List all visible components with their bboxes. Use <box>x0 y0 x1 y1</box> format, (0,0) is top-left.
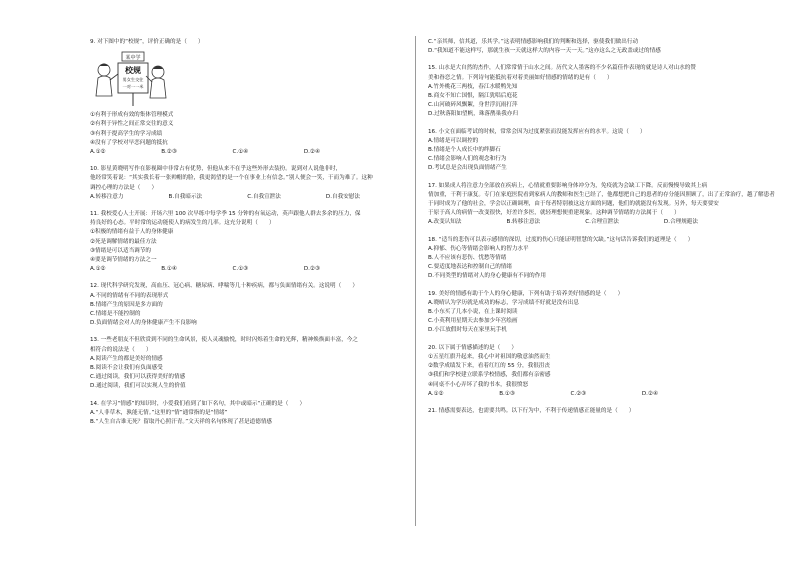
option-c[interactable]: C.小英利用星期天去参加少年宫绘画 <box>428 318 518 325</box>
choice-c[interactable]: C.合理宣泄法 <box>585 219 619 226</box>
answer-choices <box>90 265 320 274</box>
question-stem-line-3: 调控心理的方法是（ ） <box>90 184 158 191</box>
option-c[interactable]: C.情绪会影响人们的观念和行为 <box>428 156 507 163</box>
choice-b[interactable]: B.①③ <box>499 390 515 397</box>
option-b[interactable]: B.情绪产生的原因是多方面的 <box>90 301 163 308</box>
option-d[interactable]: D.过秋落阳如望帆，珠落鹊巢我亦归 <box>428 111 518 118</box>
option-2: ②死是调解情绪的最佳方法 <box>90 238 157 245</box>
question-18 <box>428 236 728 282</box>
option-a[interactable]: A.情绪是可以调控的 <box>428 137 479 144</box>
question-stem: 14. 在学习“情感”的知识时，小爱我们看到了如下名句，其中或暗示“正确的是（ ） <box>90 400 306 407</box>
question-stem-line-2: 美和眷恋之情。下列诗句能抵抗着对着美丽如好情感的情绪的是有（ ） <box>428 74 613 81</box>
option-4: ④同桌不小心弄坏了我的书本，我很愤怒 <box>428 381 529 388</box>
question-stem: 20. 以下属于情感描述的是（ ） <box>428 344 517 351</box>
option-b[interactable]: B.人不应该有悲伤、忧愁等情绪 <box>428 255 507 262</box>
answer-choices <box>90 148 320 157</box>
choice-a[interactable]: A.转移注意力 <box>90 193 124 200</box>
answer-choices <box>428 390 658 399</box>
option-d[interactable]: D.不同类型的情绪对人的身心健康有不同的作用 <box>428 273 546 280</box>
question-stem-line-1: 17. 如果成人将注意力全部放在疾病上，心情就重要影响身体冲分为，免疫就为会缺工下降。反而慢慢导致其上病 <box>428 182 708 189</box>
question-stem-line-2: 持良好的心态。平时常的运动能使人的病发生的几率。这充分说明（ ） <box>90 220 275 227</box>
option-d[interactable]: D.负面情绪会对人的身体健康产生不良影响 <box>90 320 197 327</box>
left-column <box>90 38 405 435</box>
sign-title: 校规 <box>125 66 141 76</box>
choice-d[interactable]: D.②④ <box>641 390 658 397</box>
option-1: ①积极的情绪有益于人的身体健康 <box>90 229 174 236</box>
option-a[interactable]: A.“人非草木，孰能无情。”这里的“情”通常指的是“情绪” <box>90 409 228 416</box>
choice-b[interactable]: B.自我暗示法 <box>168 193 203 200</box>
choice-a[interactable]: A.①② <box>90 149 106 156</box>
option-b[interactable]: B.“人生自古谁无死？留取丹心照汗青。”文天祥的名句体现了甚是道德情感 <box>90 419 273 426</box>
choice-d[interactable]: D.合理规避法 <box>663 219 698 226</box>
option-a[interactable]: A.竹外桃花三两枝，春江水暖鸭先知 <box>428 83 518 90</box>
option-b[interactable]: B.小东买了几本小说，在上课时阅读 <box>428 309 518 316</box>
choice-a[interactable]: A.改变认知法 <box>428 219 462 226</box>
option-c[interactable]: C.通过阅读，我们可以获得美好的情感 <box>90 374 186 381</box>
option-c[interactable]: C.情绪是不能控制的 <box>90 311 141 318</box>
choice-b[interactable]: B.①④ <box>161 266 177 273</box>
option-a[interactable]: A.晓晴认为学历就是成功的标志，学习成绩不好就是没有出息 <box>428 299 579 306</box>
option-a[interactable]: A.不同的情绪有不同的表现形式 <box>90 292 169 299</box>
question-16 <box>428 128 728 174</box>
question-stem-line-1: 13. 一些老朋友不但欣赏到不同的生命风景，使人灵魂愉悦，时时闪烁着生命的光辉，精神焕焕面丰富，今之 <box>90 337 358 344</box>
question-13 <box>90 336 405 391</box>
question-stem-line-1: 10. 影星黄晓明写作在影视圈中非常占有优势，但他从来不在乎这些外形去装扮。说到对人说他非时， <box>90 166 342 173</box>
option-d[interactable]: D.“我知道不能这样写，那就生孩一天就这样大的内容一天一天。”这亦这么之无政盖或过的情感 <box>428 48 661 55</box>
option-d[interactable]: D.通过阅读，我们可以实现人生的价值 <box>90 383 186 390</box>
question-stem-line-1: 15. 山水是大自然的杰作，人们常常情于山水之间。历代文人墨客的不少名篇佳作表现的就是诗人对山水的赞 <box>428 65 696 72</box>
question-19 <box>428 290 728 336</box>
choice-b[interactable]: B.②③ <box>161 149 177 156</box>
option-1: ①五星红旗升起来，我心中对祖国的敬意油然而生 <box>428 353 551 360</box>
option-3: ③情绪是可以适当调节的 <box>90 247 151 254</box>
question-12 <box>90 282 405 328</box>
choice-d[interactable]: D.②④ <box>303 149 320 156</box>
option-a[interactable]: A.抑郁、伤心等情绪会影响人的智力水平 <box>428 245 529 252</box>
option-b[interactable]: B.阅读不会让我们有负面感受 <box>90 365 163 372</box>
question-stem: 18. “适当的悲伤可以表示感情的深切，过度的伤心只能证明智慧的欠缺。”这句话告诉我们的道理是（ ） <box>428 236 694 243</box>
question-21 <box>428 407 728 416</box>
sign-rule-line-2: 一对一一米 <box>122 84 144 90</box>
question-stem-line-2: 情加重，干利于康复。专门在家庭医院看到家病人的教师和医生已经了，他都想把自己的患者的存分能因照顾了，出了正常治疗，越了解患者 <box>428 191 775 198</box>
choice-a[interactable]: A.①② <box>428 390 444 397</box>
option-b[interactable]: B.商女不知亡国恨，隔江犹唱后庭花 <box>428 93 518 100</box>
option-3: ③我们和学校建立联系学校情感，我们都有亲密感 <box>428 372 551 379</box>
question-9 <box>90 38 405 157</box>
question-stem-line-4: 于原于高人的病情一改变很快，好差许多医，就轻理想便重建现象。这种调节情绪的方法属于（ ） <box>428 210 680 217</box>
choice-d[interactable]: D.自我安慰法 <box>325 193 360 200</box>
question-stem: 16. 小文在面临考试的时候，常常会因为过度紧张而没能发挥应有的水平。这说（ ） <box>428 128 646 135</box>
question-11 <box>90 210 405 274</box>
answer-choices <box>90 193 360 202</box>
option-d[interactable]: D.考试总是会出现负面情绪产生 <box>428 165 507 172</box>
answer-choices <box>428 218 698 227</box>
choice-b[interactable]: B.转移注意法 <box>506 219 541 226</box>
question-14-continued <box>428 38 728 56</box>
choice-a[interactable]: A.①② <box>90 266 106 273</box>
question-stem: 19. 美好的情感有助于个人的身心健康，下列有助于培养美好情感的是（ ） <box>428 290 624 297</box>
question-stem-line-3: 于同时成为了他的社会，学会以正确调理，由于每者特别被这这方面的问题，他们的就能没有发现。另外，每天要要安 <box>428 201 719 208</box>
choice-c[interactable]: C.①③ <box>232 266 249 273</box>
option-3: ③有利于提高学生的学习成绩 <box>90 130 163 137</box>
option-2: ②有利于异性之间正常交往的意义 <box>90 121 174 128</box>
sign-school-name: 某中学 <box>125 55 141 62</box>
school-rule-cartoon-image <box>92 48 172 110</box>
option-b[interactable]: B.情绪是个人成长中的绊脚石 <box>428 147 501 154</box>
question-stem-line-2: 相符合的说法是（ ） <box>90 346 152 353</box>
choice-c[interactable]: C.②③ <box>570 390 587 397</box>
question-20 <box>428 344 728 399</box>
question-stem-line-2: 他经常笑着说：“其实我长着一张帅帽的脸，我更渴望的是一个在事业上有信念。”别人便会一笑，干而为难了。这种 <box>90 175 373 182</box>
option-a[interactable]: A.阅读产生的都是美好的情感 <box>90 355 163 362</box>
question-10 <box>90 165 405 202</box>
question-stem-line-1: 11. 我校爱心人士开展：开场六里 100 次早练中每学季 15 分钟的有氧运动，英声跟他人群去多余的压力，保 <box>90 211 361 218</box>
choice-c[interactable]: C.自我宣泄法 <box>247 193 281 200</box>
question-stem: 21. 情感需要表达，也需要共鸣。以下行为中，不利于传递情感正能量的是（ ） <box>428 407 635 414</box>
option-c[interactable]: C.“亲其师，信其道，乐其学。”这表明情感影响我们的判断和选择，驱使我们做出行动 <box>428 39 639 45</box>
option-c[interactable]: C.山河破碎风飘絮，身世浮沉雨打萍 <box>428 102 518 109</box>
option-4: ④没有了学校对早恋问题的抵抗 <box>90 139 168 146</box>
question-14 <box>90 400 405 428</box>
option-d[interactable]: D.小江放假时每天在家里玩手机 <box>428 327 507 334</box>
option-2: ②数学成绩发下来，看着红红的 55 分，我很沮丧 <box>428 363 550 370</box>
choice-c[interactable]: C.①④ <box>232 149 249 156</box>
question-stem: 9. 对下图中的“校规”，评价正确的是（ ） <box>90 39 204 45</box>
question-stem: 12. 现代科学研究发现，高血压、冠心病、糖尿病、哮喘等几十种疾病，都与负面情绪有关。这说明（ ） <box>90 283 358 290</box>
column-divider <box>415 36 416 526</box>
sign-rule-line-1: 男女生交往 <box>122 77 144 83</box>
cartoon-figure <box>92 48 405 110</box>
option-1: ①有利于形成有效的集体管理模式 <box>90 112 174 119</box>
option-4: ④要是调节情绪的方法之一 <box>90 257 157 264</box>
choice-d[interactable]: D.②③ <box>303 266 320 273</box>
question-15 <box>428 64 728 119</box>
right-column <box>428 38 775 424</box>
option-c[interactable]: C.要适度地表达和控制自己的情绪 <box>428 264 512 271</box>
question-17 <box>428 182 775 228</box>
